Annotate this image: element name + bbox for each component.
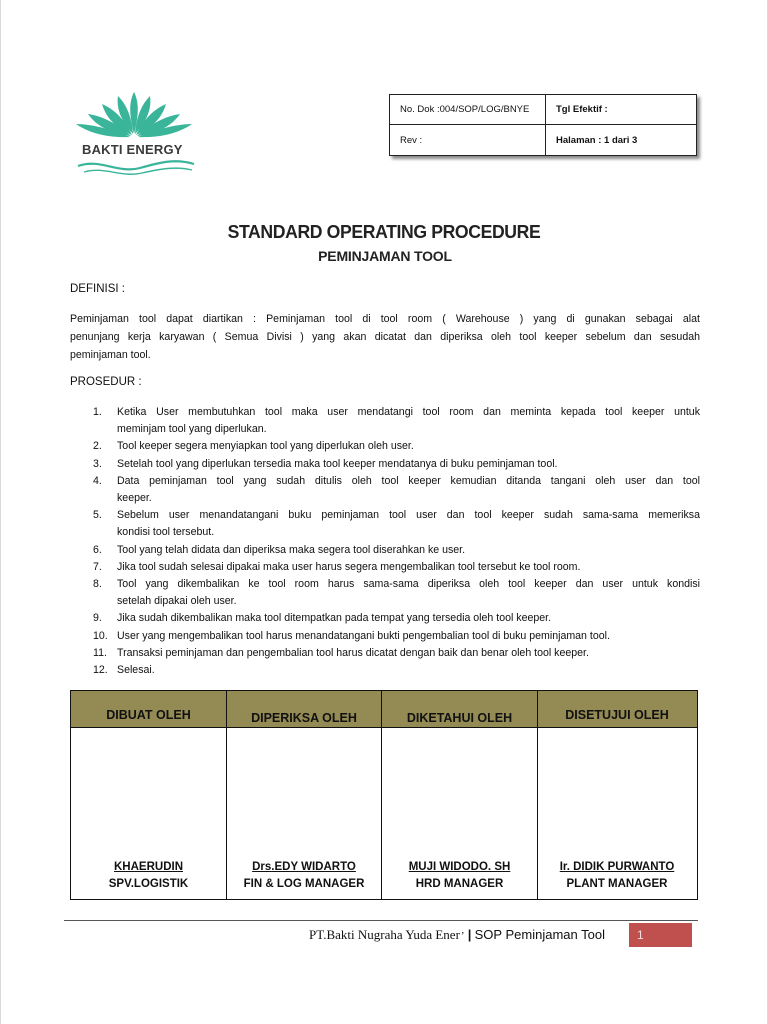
procedure-steps-list — [70, 404, 700, 679]
step-text: Ketika User membutuhkan tool maka user mendatangi tool room dan meminta kepada tool keeper untuk — [117, 406, 700, 418]
step-number: 2. — [93, 440, 102, 453]
definition-paragraph — [70, 310, 700, 364]
definition-heading: DEFINISI : — [70, 283, 125, 295]
bakti-energy-logo — [70, 88, 200, 183]
step-text: Tool keeper segera menyiapkan tool yang diperlukan oleh user. — [117, 440, 414, 453]
procedure-step — [70, 542, 700, 559]
step-number: 10. — [93, 629, 108, 642]
doc-number: No. Dok :004/SOP/LOG/BNYE — [390, 95, 546, 125]
procedure-step — [70, 662, 700, 679]
signatory-name: Drs.EDY WIDARTO — [252, 861, 356, 873]
procedure-step — [70, 576, 700, 610]
procedure-step — [70, 559, 700, 576]
revision: Rev : — [390, 125, 546, 155]
column-header: DIKETAHUI OLEH — [406, 711, 513, 725]
signature-column-checked — [227, 691, 382, 899]
step-text: Selesai. — [117, 664, 155, 677]
step-text: kondisi tool tersebut. — [117, 526, 215, 539]
logo-text: BAKTI ENERGY — [82, 142, 183, 157]
document-title: STANDARD OPERATING PROCEDURE — [227, 222, 541, 242]
footer-text: PT.Bakti Nugraha Yuda Ener ʼ | SOP Peminjaman Tool — [309, 927, 605, 942]
step-number: 5. — [93, 509, 102, 522]
document-info-box — [389, 94, 697, 156]
page-edge-left — [0, 0, 1, 1024]
column-header: DIBUAT OLEH — [106, 708, 191, 722]
procedure-step — [70, 645, 700, 662]
step-number: 9. — [93, 612, 102, 625]
footer-divider — [64, 920, 698, 921]
signature-table — [70, 690, 698, 900]
signatory-position: FIN & LOG MANAGER — [243, 878, 365, 890]
procedure-step — [70, 610, 700, 627]
step-number: 7. — [93, 560, 102, 573]
step-number: 12. — [93, 664, 108, 677]
document-subtitle: PEMINJAMAN TOOL — [318, 248, 452, 264]
step-text: Tool yang dikembalikan ke tool room harus sama-sama diperiksa oleh tool keeper dan user untuk kondisi — [117, 578, 700, 591]
signatory-position: HRD MANAGER — [415, 878, 504, 890]
step-text: Jika tool sudah selesai dipakai maka user harus segera mengembalikan tool tersebut ke tool room. — [117, 560, 581, 573]
footer-separator: | — [467, 927, 472, 942]
step-number: 4. — [93, 474, 102, 487]
column-header: DISETUJUI OLEH — [565, 708, 669, 722]
procedure-step — [70, 438, 700, 455]
definition-line: penunjang kerja karyawan ( Semua Divisi ) yang akan dicatat dan diperiksa oleh tool keeper sebelum dan sesudah — [70, 331, 700, 343]
page-number-badge: 1 — [629, 923, 692, 947]
step-text: Sebelum user menandatangani buku peminjaman tool user dan tool keeper sudah sama-sama memeriksa — [117, 509, 700, 522]
signatory-name: KHAERUDIN — [114, 861, 183, 873]
procedure-step — [70, 456, 700, 473]
signatory-position: PLANT MANAGER — [566, 878, 668, 890]
column-header: DIPERIKSA OLEH — [251, 711, 357, 725]
procedure-step — [70, 628, 700, 645]
step-number: 11. — [93, 646, 107, 659]
signature-column-approved — [538, 691, 696, 899]
step-number: 8. — [93, 578, 102, 591]
step-text: Tool yang telah didata dan diperiksa maka segera tool diserahkan ke user. — [117, 543, 466, 556]
procedure-step — [70, 507, 700, 541]
procedure-step — [70, 473, 700, 507]
step-text: User yang mengembalikan tool harus menandatangani bukti pengembalian tool di buku peminjaman tool. — [117, 629, 610, 642]
procedure-heading: PROSEDUR : — [70, 376, 142, 388]
procedure-step — [70, 404, 700, 438]
signatory-name: Ir. DIDIK PURWANTO — [559, 861, 675, 873]
step-number: 1. — [93, 406, 102, 418]
step-number: 3. — [93, 457, 102, 470]
step-text: Jika sudah dikembalikan maka tool ditempatkan pada tempat yang tersedia oleh tool keeper. — [117, 612, 552, 625]
definition-line: peminjaman tool. — [70, 349, 151, 361]
step-text: Transaksi peminjaman dan pengembalian tool harus dicatat dengan baik dan benar oleh tool keeper. — [117, 646, 589, 659]
step-text: Data peminjaman tool yang sudah ditulis oleh tool keeper kemudian ditanda tangani oleh user dan tool — [117, 474, 700, 487]
step-text: Setelah tool yang diperlukan tersedia maka tool keeper mendatanya di buku peminjaman tool. — [117, 457, 558, 470]
step-text: meminjam tool yang diperlukan. — [117, 423, 267, 436]
step-number: 6. — [93, 543, 102, 556]
signature-column-prepared — [71, 691, 227, 899]
signature-column-acknowledged — [382, 691, 538, 899]
footer-doc-title: SOP Peminjaman Tool — [474, 927, 605, 942]
effective-date: Tgl Efektif : — [546, 95, 696, 125]
footer-company: PT.Bakti Nugraha Yuda Ener — [309, 927, 460, 942]
signatory-name: MUJI WIDODO. SH — [408, 861, 511, 873]
page-count: Halaman : 1 dari 3 — [556, 134, 638, 146]
step-text: setelah dipakai oleh user. — [117, 595, 237, 608]
definition-line: Peminjaman tool dapat diartikan : Peminjaman tool di tool room ( Warehouse ) yang di gunakan sebagai alat — [70, 313, 700, 325]
signatory-position: SPV.LOGISTIK — [108, 878, 189, 890]
logo-leaf-icon — [70, 88, 200, 183]
step-text: keeper. — [117, 492, 152, 505]
